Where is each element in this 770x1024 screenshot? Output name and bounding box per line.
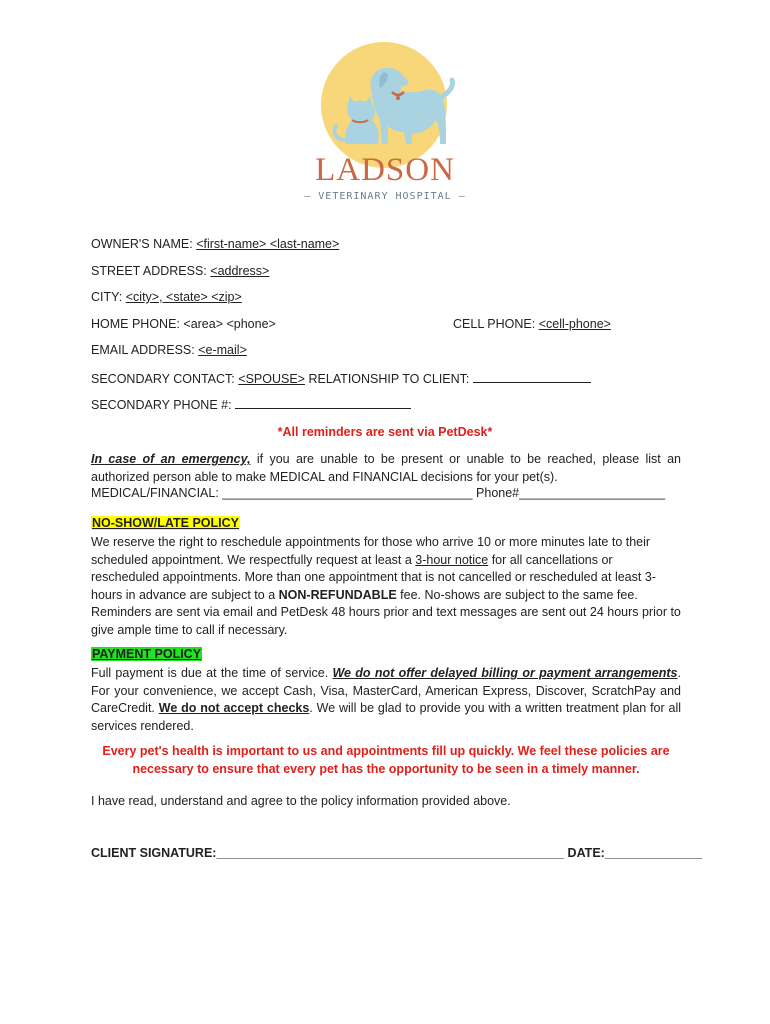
payment-text-2: . For your convenience, we accept Cash, Visa, MasterCard, American Express, Discover, ScratchPay and CareCredit.	[91, 666, 681, 715]
cell-phone-value[interactable]: <cell-phone>	[538, 317, 611, 331]
payment-heading-row	[91, 647, 202, 661]
street-address-label: STREET ADDRESS:	[91, 264, 207, 278]
medical-financial-row	[91, 486, 665, 500]
noshow-nonrefundable: NON-REFUNDABLE	[278, 587, 397, 602]
emergency-phone-field[interactable]: _____________________	[519, 486, 666, 500]
secondary-phone-label: SECONDARY PHONE #:	[91, 398, 232, 412]
secondary-contact-label: SECONDARY CONTACT:	[91, 372, 235, 386]
noshow-heading: NO-SHOW/LATE POLICY	[92, 516, 239, 530]
noshow-notice: 3-hour notice	[415, 552, 489, 567]
owner-name-row	[91, 237, 339, 251]
emergency-text: if you are unable to be present or unable to be reached, please list an authorized person able to make MEDICAL and FINANCIAL decisions for your pet(s).	[91, 452, 682, 484]
email-row	[91, 343, 247, 357]
emergency-lead: In case of an emergency,	[91, 452, 251, 466]
relationship-label: RELATIONSHIP TO CLIENT:	[308, 372, 470, 386]
payment-no-billing: We do not offer delayed billing or payment arrangements	[332, 666, 678, 680]
hospital-name: LADSON	[315, 152, 455, 188]
home-phone-label: HOME PHONE:	[91, 317, 180, 331]
noshow-text-3: fee. No-shows are subject to the same fee. Reminders are sent via email and PetDesk 48 hours prior and text messages are sent out 24 hours prior to give ample time to call if necessary.	[91, 587, 681, 637]
relationship-field[interactable]	[473, 370, 591, 383]
owner-name-label: OWNER'S NAME:	[91, 237, 193, 251]
payment-text-3: . We will be glad to provide you with a written treatment plan for all services rendered.	[91, 701, 681, 733]
payment-paragraph	[91, 665, 681, 735]
secondary-phone-field[interactable]	[235, 396, 411, 409]
email-label: EMAIL ADDRESS:	[91, 343, 195, 357]
hospital-subtitle: — VETERINARY HOSPITAL —	[304, 191, 466, 202]
payment-heading: PAYMENT POLICY	[92, 647, 202, 661]
street-address-row	[91, 264, 269, 278]
signature-field[interactable]: __________________________________________________	[216, 846, 565, 860]
emergency-phone-label: Phone#	[472, 486, 520, 500]
noshow-paragraph	[91, 534, 681, 639]
closing-notice: Every pet's health is important to us and appointments fill up quickly. We feel these policies are necessary to ensure that every pet has the opportunity to be seen in a timely manner.	[102, 744, 670, 776]
home-phone-row	[91, 317, 276, 331]
emergency-paragraph	[91, 451, 681, 486]
date-field[interactable]: ______________	[604, 846, 703, 860]
noshow-heading-row	[91, 516, 240, 530]
street-address-value[interactable]: <address>	[210, 264, 270, 278]
secondary-contact-row	[91, 370, 591, 386]
cell-phone-label: CELL PHONE:	[453, 317, 536, 331]
city-value[interactable]: <city>, <state> <zip>	[125, 290, 242, 304]
payment-no-checks: We do not accept checks	[158, 701, 310, 715]
noshow-text-2: for all cancellations or rescheduled appointments. More than one appointment that is not cancelled or rescheduled at least 3-hours in advance are subject to a	[91, 552, 656, 602]
cell-phone-row	[453, 317, 611, 331]
date-label: DATE:	[564, 846, 605, 860]
reminder-notice: *All reminders are sent via PetDesk*	[277, 425, 493, 439]
city-label: CITY:	[91, 290, 123, 304]
signature-label: CLIENT SIGNATURE:	[91, 846, 217, 860]
home-phone-value[interactable]: <area> <phone>	[183, 317, 276, 331]
payment-text-1: Full payment is due at the time of service.	[91, 666, 333, 680]
signature-row	[91, 846, 702, 860]
medical-financial-label: MEDICAL/FINANCIAL:	[91, 486, 223, 500]
city-row	[91, 290, 242, 304]
medical-financial-field[interactable]: ____________________________________	[222, 486, 473, 500]
agreement-text: I have read, understand and agree to the policy information provided above.	[91, 794, 511, 808]
email-value[interactable]: <e-mail>	[198, 343, 247, 357]
owner-name-value[interactable]: <first-name> <last-name>	[196, 237, 340, 251]
noshow-text-1: We reserve the right to reschedule appointments for those who arrive 10 or more minutes late to their scheduled appointment. We respectfully request at least a	[91, 535, 651, 567]
secondary-phone-row	[91, 396, 411, 412]
secondary-contact-value[interactable]: <SPOUSE>	[238, 372, 305, 386]
